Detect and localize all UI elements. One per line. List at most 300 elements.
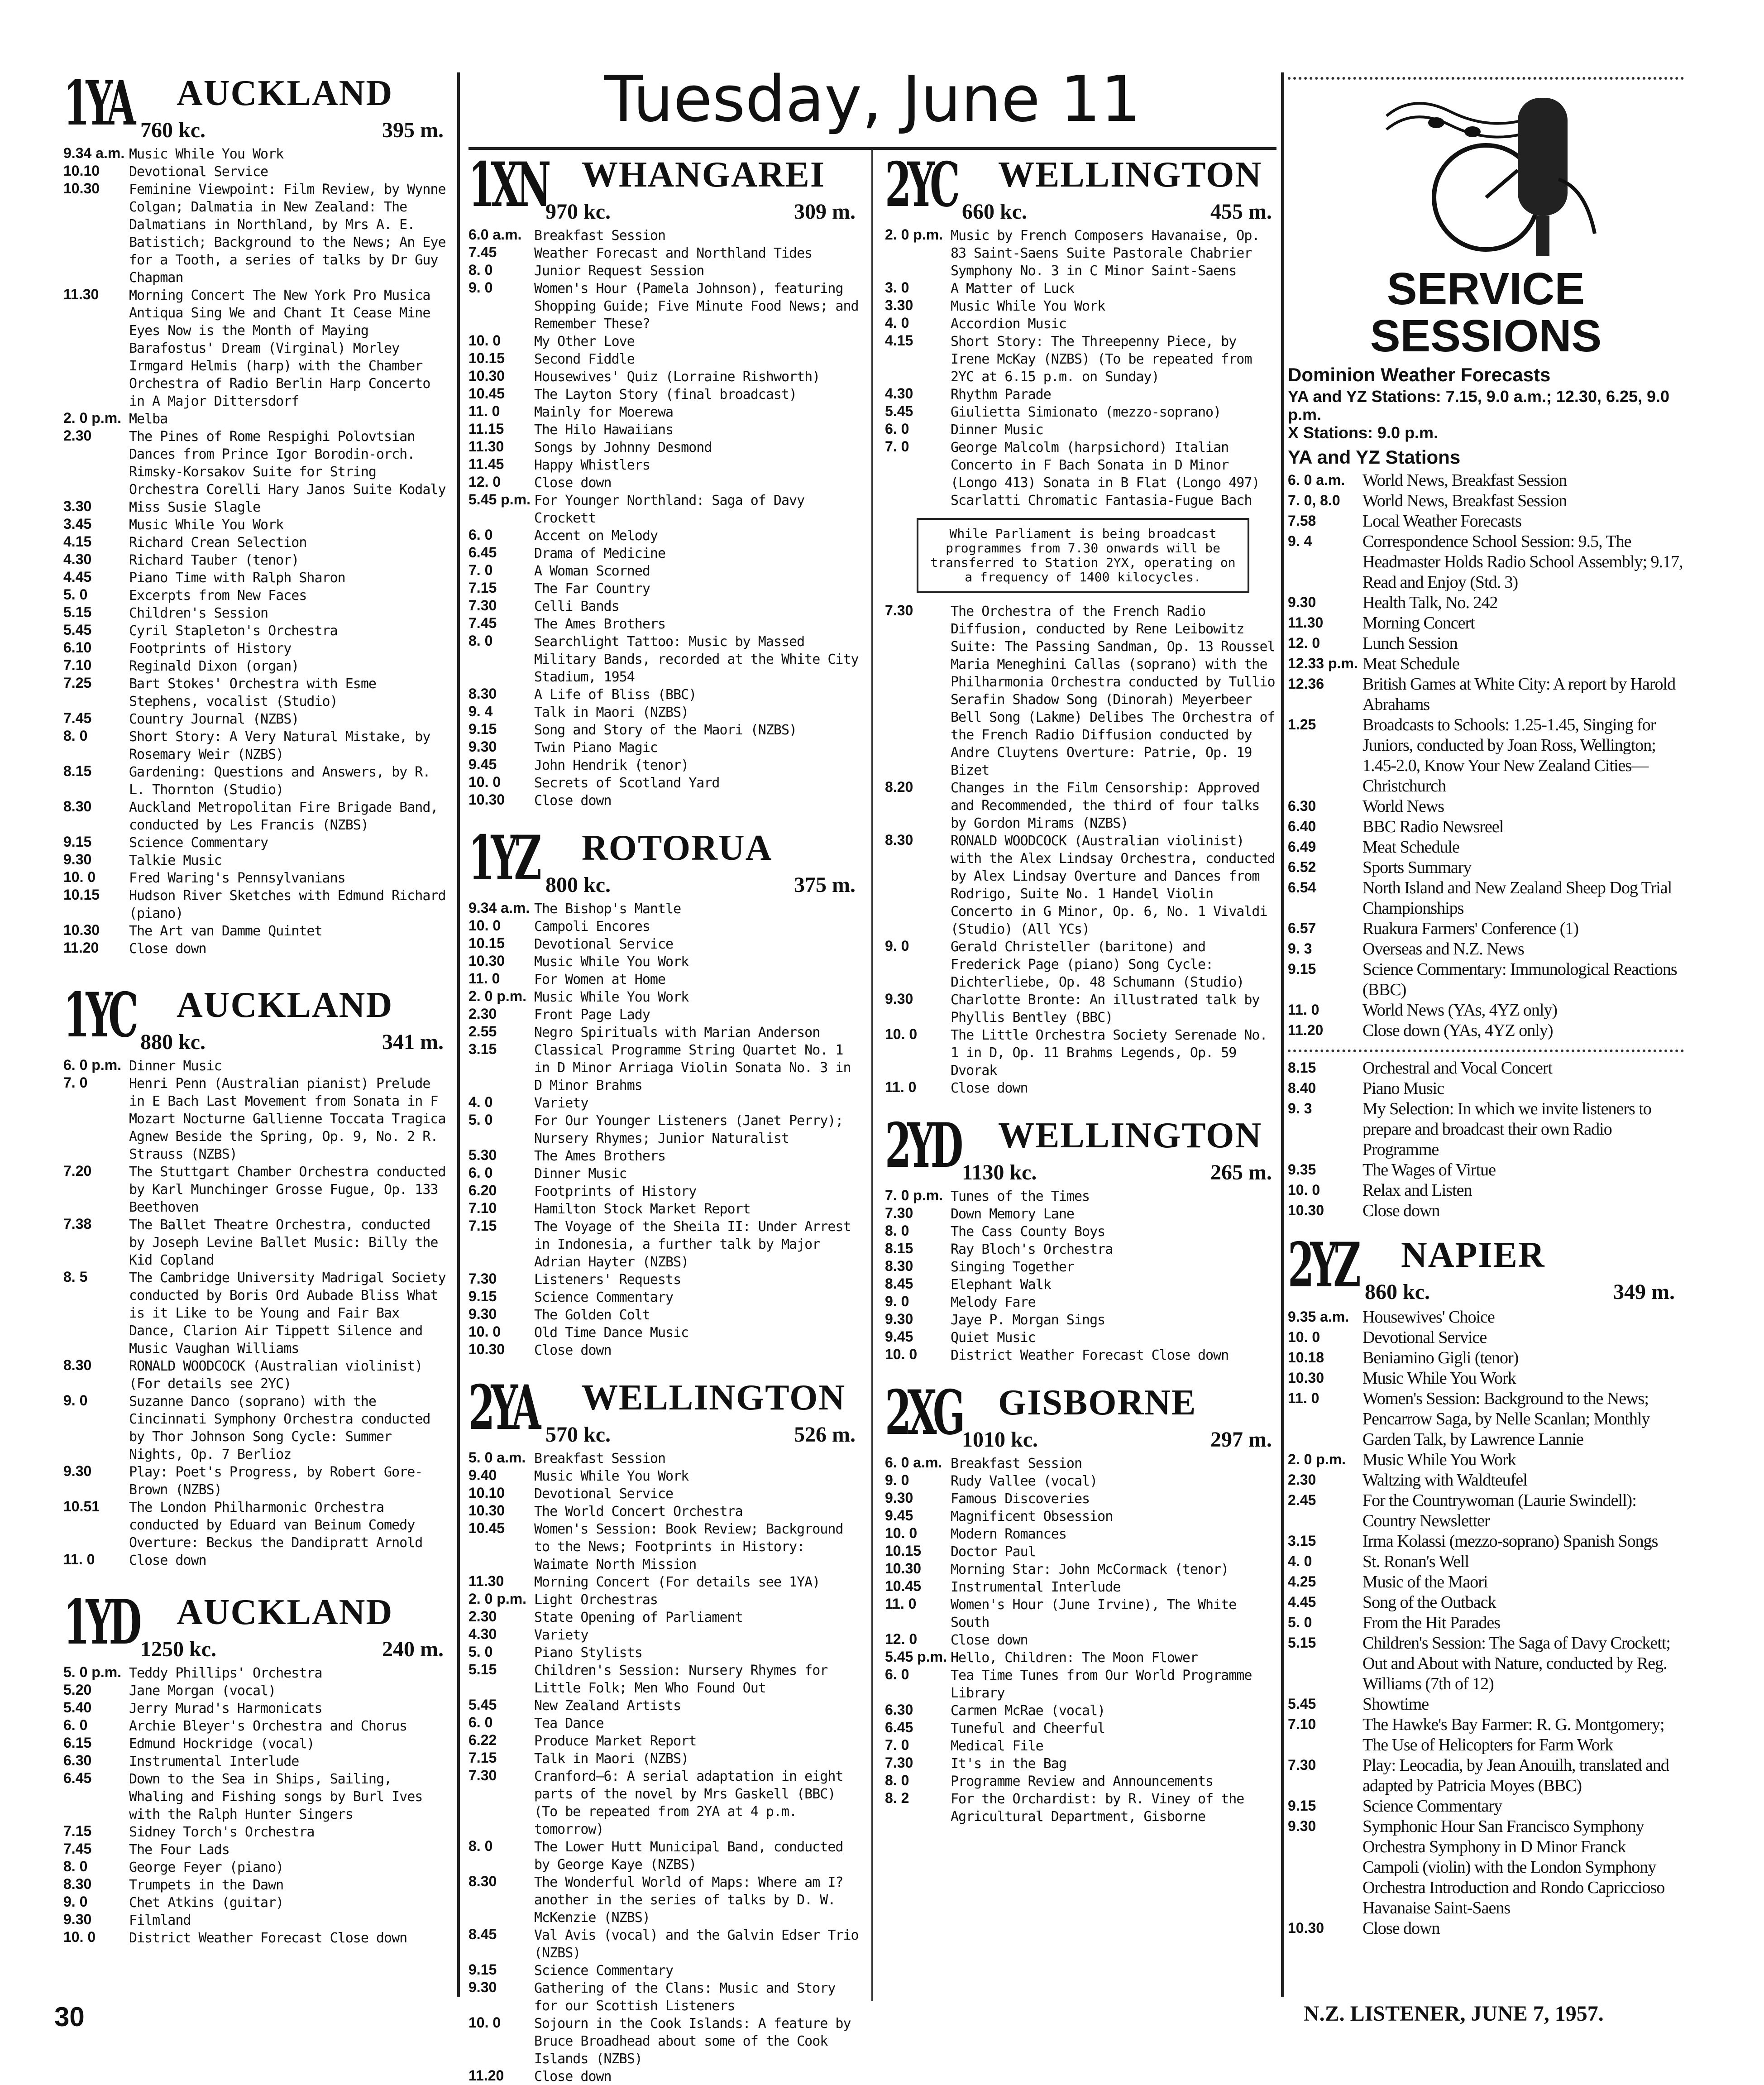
station-2ya	[468, 1371, 865, 2085]
program-time: 9. 0	[63, 1392, 88, 1409]
program-time: 6.30	[885, 1702, 913, 1718]
program-time: 7.45	[468, 615, 497, 631]
program-title: The Voyage of the Sheila II: Under Arrest in Indonesia, a further talk by Major Adrian Hayter (NZBS)	[534, 1219, 851, 1270]
program-time: 9.15	[468, 1961, 497, 1978]
program-time: 10.30	[468, 1341, 505, 1357]
program-time: 9. 0	[468, 279, 493, 296]
program-item	[63, 145, 453, 163]
program-time: 8.30	[885, 832, 913, 848]
program-item	[885, 1649, 1281, 1666]
program-item	[468, 738, 865, 756]
program-item	[885, 1258, 1281, 1275]
program-time: 9. 4	[1288, 533, 1312, 549]
program-time: 8.20	[885, 779, 913, 795]
program-item	[63, 1752, 453, 1770]
program-time: 10.30	[468, 368, 505, 384]
program-title: Ray Bloch's Orchestra	[951, 1241, 1113, 1257]
program-item	[1288, 918, 1684, 939]
program-item	[468, 527, 865, 544]
program-title: For the Countrywoman (Laurie Swindell): Country Newsletter	[1362, 1491, 1636, 1530]
program-title: Happy Whistlers	[534, 457, 650, 473]
program-title: Science Commentary	[129, 835, 268, 851]
program-time: 10. 0	[468, 1323, 501, 1340]
program-title: Close down	[534, 2069, 612, 2085]
program-item	[1288, 633, 1684, 653]
program-title: Short Story: A Very Natural Mistake, by Rosemary Weir (NZBS)	[129, 729, 430, 762]
station-call-sign: 2YD	[885, 1109, 960, 1181]
program-title: Charlotte Bronte: An illustrated talk by Phyllis Bentley (BBC)	[951, 992, 1260, 1026]
program-item	[885, 1543, 1281, 1560]
program-item	[63, 1699, 453, 1717]
program-item	[468, 1520, 865, 1573]
program-time: 2.30	[468, 1006, 497, 1022]
program-time: 5. 0 a.m.	[468, 1449, 526, 1466]
program-time: 7.15	[468, 1217, 497, 1234]
program-time: 10.51	[63, 1498, 100, 1515]
program-title: Morning Star: John McCormack (tenor)	[951, 1562, 1229, 1577]
program-title: RONALD WOODCOCK (Australian violinist) (For details see 2YC)	[129, 1358, 423, 1392]
program-item	[1288, 877, 1684, 918]
program-title: John Hendrik (tenor)	[534, 757, 689, 773]
program-time: 6.22	[468, 1732, 497, 1748]
program-item	[63, 1551, 453, 1569]
program-item	[468, 615, 865, 633]
program-title: The Ballet Theatre Orchestra, conducted by Joseph Levine Ballet Music: Billy the Kid Copland	[129, 1217, 438, 1268]
program-title: The Lower Hutt Municipal Band, conducted by George Kaye (NZBS)	[534, 1839, 843, 1873]
program-item	[468, 1341, 865, 1359]
program-title: Listeners' Requests	[534, 1272, 681, 1288]
program-item	[885, 1525, 1281, 1543]
program-title: Women's Session: Background to the News; Pencarrow Saga, by Nelle Scanlan; Monthly Garden Talk, by Lawrence Lannie	[1362, 1389, 1650, 1449]
program-time: 8.15	[63, 763, 92, 779]
program-time: 8.15	[885, 1240, 913, 1256]
program-title: Orchestral and Vocal Concert	[1362, 1059, 1553, 1078]
program-time: 11.30	[468, 438, 504, 455]
program-time: 5.15	[63, 604, 92, 620]
program-title: Dinner Music	[951, 422, 1043, 438]
program-item	[885, 1507, 1281, 1525]
program-time: 4.25	[1288, 1573, 1316, 1590]
program-item	[885, 1790, 1281, 1825]
program-item	[885, 1293, 1281, 1311]
program-item	[468, 685, 865, 703]
program-item	[468, 1926, 865, 1961]
station-frequency: 860 kc.	[1365, 1280, 1430, 1304]
program-title: World News, Breakfast Session	[1362, 491, 1567, 510]
program-item	[468, 385, 865, 403]
program-title: Medical File	[951, 1738, 1043, 1754]
program-item	[63, 604, 453, 622]
program-item	[885, 403, 1281, 421]
station-2xg	[885, 1376, 1281, 1825]
program-title: Devotional Service	[534, 1486, 674, 1502]
program-title: Miss Susie Slagle	[129, 499, 261, 515]
program-item	[63, 851, 453, 869]
program-item	[468, 721, 865, 738]
program-item	[468, 562, 865, 580]
program-title: George Malcolm (harpsichord) Italian Concerto in F Bach Sonata in D Minor (Longo 413) Sonata in B Flat (Longo 497) Scarlatti Chromatic Fantasia-Fugue Bach	[951, 440, 1260, 508]
column-4	[1288, 68, 1684, 1938]
program-title: Cyril Stapleton's Orchestra	[129, 623, 338, 639]
program-item	[1288, 1000, 1684, 1020]
program-time: 9. 0	[885, 1293, 909, 1309]
program-time: 7.30	[468, 1270, 497, 1287]
wavy-rule	[1288, 1042, 1684, 1052]
program-time: 2. 0 p.m.	[468, 1591, 527, 1607]
program-time: 2.45	[1288, 1492, 1316, 1508]
program-item	[468, 1485, 865, 1502]
program-item	[468, 1147, 865, 1165]
program-time: 10.30	[1288, 1920, 1324, 1936]
program-item	[468, 1006, 865, 1023]
program-time: 9.15	[468, 721, 497, 737]
program-time: 3.15	[1288, 1533, 1316, 1549]
program-time: 9.30	[1288, 1818, 1316, 1834]
program-title: Hudson River Sketches with Edmund Richard (piano)	[129, 888, 446, 921]
program-item	[1288, 1327, 1684, 1347]
program-time: 11.30	[1288, 614, 1324, 631]
program-title: A Woman Scorned	[534, 563, 650, 579]
program-time: 2. 0 p.m.	[63, 410, 122, 426]
parliament-notice: While Parliament is being broadcast programmes from 7.30 onwards will be transferred to Station 2YX, operating on a frequency of 1400 kilocycles.	[917, 518, 1249, 593]
program-list	[468, 1449, 865, 2085]
program-time: 6. 0	[885, 421, 909, 437]
program-title: Talk in Maori (NZBS)	[534, 705, 689, 720]
program-title: Short Story: The Threepenny Piece, by Irene McKay (NZBS) (To be repeated from 2YC at 6.15 p.m. on Sunday)	[951, 334, 1252, 385]
program-time: 2.30	[468, 1608, 497, 1625]
program-time: 5.45 p.m.	[468, 491, 531, 508]
program-title: Meat Schedule	[1362, 654, 1459, 673]
program-item	[468, 1288, 865, 1306]
program-time: 12. 0	[885, 1631, 918, 1647]
program-item	[63, 922, 453, 939]
program-title: Down Memory Lane	[951, 1206, 1074, 1222]
program-item	[1288, 1633, 1684, 1694]
program-title: Archie Bleyer's Orchestra and Chorus	[129, 1718, 407, 1734]
program-item	[63, 1357, 453, 1392]
program-time: 9.35	[1288, 1161, 1316, 1178]
program-item	[63, 1893, 453, 1911]
program-item	[468, 279, 865, 332]
program-item	[468, 332, 865, 350]
program-item	[885, 1026, 1281, 1079]
program-title: Correspondence School Session: 9.5, The Headmaster Holds Radio School Assembly; 9.17, Read and Enjoy (Std. 3)	[1362, 532, 1683, 592]
program-item	[63, 1163, 453, 1216]
program-item	[63, 1392, 453, 1463]
program-item	[63, 887, 453, 922]
program-item	[1288, 1307, 1684, 1327]
dwf-line-2: X Stations: 9.0 p.m.	[1288, 423, 1439, 442]
program-title: Gerald Christeller (baritone) and Frederick Page (piano) Song Cycle: Dichterliebe, Op. 48 Schumann (Studio)	[951, 939, 1244, 990]
program-title: Tea Time Tunes from Our World Programme Library	[951, 1668, 1252, 1701]
program-title: George Feyer (piano)	[129, 1860, 284, 1875]
program-title: The Wages of Virtue	[1362, 1160, 1496, 1179]
program-title: Mainly for Moerewa	[534, 404, 674, 420]
program-title: Waltzing with Waldteufel	[1362, 1471, 1527, 1490]
program-item	[468, 1467, 865, 1485]
program-item	[468, 1306, 865, 1323]
station-name: ROTORUA	[582, 828, 773, 868]
program-title: Talkie Music	[129, 853, 222, 868]
program-time: 9.45	[468, 756, 497, 772]
station-wavelength: 526 m.	[794, 1423, 856, 1447]
program-time: 5.45	[1288, 1696, 1316, 1712]
program-title: Lunch Session	[1362, 634, 1458, 653]
station-2yd	[885, 1109, 1281, 1364]
program-time: 6. 0	[885, 1666, 909, 1682]
program-time: 4.15	[63, 533, 92, 550]
program-item	[1288, 470, 1684, 490]
station-name: AUCKLAND	[177, 73, 393, 113]
program-item	[63, 163, 453, 180]
program-time: 7.45	[468, 244, 497, 260]
program-time: 8.30	[885, 1258, 913, 1274]
program-title: Accent on Melody	[534, 528, 658, 544]
program-time: 6.49	[1288, 839, 1316, 855]
station-wavelength: 341 m.	[382, 1030, 444, 1054]
program-time: 7.30	[885, 1205, 913, 1221]
program-time: 10.15	[63, 887, 100, 903]
station-header	[885, 149, 1281, 226]
program-item	[63, 657, 453, 675]
station-header	[885, 1109, 1281, 1187]
program-title: Instrumental Interlude	[129, 1754, 299, 1769]
program-time: 5.40	[63, 1699, 92, 1716]
program-list	[885, 226, 1281, 509]
program-time: 7.15	[63, 1823, 92, 1839]
program-title: BBC Radio Newsreel	[1362, 817, 1504, 836]
program-time: 10.10	[468, 1485, 505, 1501]
program-item	[63, 1841, 453, 1858]
program-item	[63, 1770, 453, 1823]
program-title: The Orchestra of the French Radio Diffusion, conducted by Rene Leibowitz Suite: The Passing Sandman, Op. 13 Roussel Maria Meneghini Callas (soprano) with the Philharmonia Orchestra conducted by Tullio Serafin Shadow Song (Dinorah) Meyerbeer Bell Song (Lakme) Delibes The Orchestra of the French Radio Diffusion conducted by Andre Cluytens Overture: Patrie, Op. 19 Bizet	[951, 604, 1275, 778]
program-item	[1288, 613, 1684, 633]
program-item	[468, 1449, 865, 1467]
program-time: 10.30	[468, 1502, 505, 1519]
program-title: Famous Discoveries	[951, 1491, 1090, 1507]
program-item	[468, 350, 865, 368]
program-title: Trumpets in the Dawn	[129, 1877, 284, 1893]
program-time: 4.30	[63, 551, 92, 567]
program-time: 11.30	[63, 286, 99, 302]
program-item	[63, 1929, 453, 1946]
program-time: 8. 0	[468, 633, 493, 649]
program-item	[63, 1216, 453, 1269]
program-item	[885, 1560, 1281, 1578]
program-item	[468, 403, 865, 421]
program-title: Symphonic Hour San Francisco Symphony Orchestra Symphony in D Minor Franck Campoli (violin) with the London Symphony Orchestra Introduction and Rondo Capriccioso Havanaise Saint-Saens	[1362, 1817, 1665, 1917]
program-item	[63, 180, 453, 286]
program-time: 9.30	[63, 1911, 92, 1927]
program-time: 10.30	[468, 953, 505, 969]
program-item	[885, 1772, 1281, 1790]
program-time: 5.20	[63, 1682, 92, 1698]
program-item	[63, 498, 453, 516]
program-item	[885, 332, 1281, 385]
station-wavelength: 455 m.	[1210, 200, 1272, 224]
station-name: NAPIER	[1401, 1235, 1545, 1275]
program-item	[468, 756, 865, 774]
program-title: Science Commentary	[1362, 1797, 1502, 1816]
program-title: Singing Together	[951, 1259, 1074, 1275]
program-time: 7. 0	[63, 1074, 88, 1091]
program-time: 8.30	[63, 1876, 92, 1892]
program-title: Giulietta Simionato (mezzo-soprano)	[951, 404, 1221, 420]
program-time: 8.30	[63, 798, 92, 815]
program-time: 11. 0	[63, 1551, 95, 1567]
program-item	[468, 1041, 865, 1094]
program-time: 9.30	[63, 1463, 92, 1479]
program-time: 12.33 p.m.	[1288, 655, 1358, 671]
program-title: Celli Bands	[534, 599, 619, 614]
program-item	[63, 533, 453, 551]
program-list	[63, 1057, 453, 1569]
yayz-title: YA and YZ Stations	[1288, 446, 1461, 468]
program-title: Twin Piano Magic	[534, 740, 658, 756]
program-item	[63, 834, 453, 851]
program-item	[885, 421, 1281, 438]
program-time: 3.45	[63, 516, 92, 532]
program-title: The Cambridge University Madrigal Society conducted by Boris Ord Aubade Bliss What is it Like to be Young and Fair Bax Dance, Clarion Air Tippett Silence and Music Vaughan Williams	[129, 1270, 446, 1356]
program-item	[468, 1217, 865, 1270]
program-time: 7.15	[468, 580, 497, 596]
program-item	[63, 639, 453, 657]
program-item	[468, 1200, 865, 1217]
program-time: 5. 0	[468, 1112, 493, 1128]
program-title: Classical Programme String Quartet No. 1 in D Minor Arriaga Violin Sonata No. 3 in D Minor Brahms	[534, 1042, 851, 1093]
program-item	[885, 991, 1281, 1026]
program-item	[468, 580, 865, 597]
program-item	[468, 456, 865, 474]
program-time: 2.30	[1288, 1471, 1316, 1488]
station-2yz	[1288, 1229, 1684, 1938]
program-time: 9.30	[63, 851, 92, 868]
program-list	[885, 602, 1281, 1097]
station-name: AUCKLAND	[177, 1592, 393, 1632]
program-title: My Selection: In which we invite listeners to prepare and broadcast their own Radio Programme	[1362, 1099, 1651, 1159]
program-item	[885, 1187, 1281, 1205]
program-time: 7. 0 p.m.	[885, 1187, 943, 1203]
program-time: 8.40	[1288, 1080, 1316, 1096]
program-title: Dinner Music	[534, 1166, 627, 1182]
program-item	[1288, 1612, 1684, 1633]
program-title: Devotional Service	[1362, 1328, 1487, 1347]
program-item	[468, 1644, 865, 1661]
program-item	[885, 1311, 1281, 1328]
program-time: 9.34 a.m.	[63, 145, 125, 161]
program-time: 6.15	[63, 1735, 92, 1751]
program-title: Music While You Work	[1362, 1450, 1516, 1469]
program-item	[468, 1749, 865, 1767]
program-time: 8. 0	[468, 1838, 493, 1854]
column-divider	[1281, 72, 1284, 1997]
program-item	[885, 1631, 1281, 1649]
program-time: 7.30	[885, 1754, 913, 1771]
service-heading-1: SERVICE	[1386, 264, 1585, 314]
program-title: Broadcasts to Schools: 1.25-1.45, Singing for Juniors, conducted by Joan Ross, Wellington; 1.45-2.0, Know Your New Zealand Cities—Christchurch	[1362, 715, 1656, 796]
program-time: 10.30	[1288, 1370, 1324, 1386]
program-item	[1288, 1020, 1684, 1040]
program-title: Music While You Work	[129, 517, 284, 533]
program-time: 4.15	[885, 332, 913, 349]
program-item	[468, 1591, 865, 1608]
station-call-sign: 2YZ	[1288, 1229, 1358, 1301]
program-item	[1288, 1078, 1684, 1098]
program-list	[63, 145, 453, 957]
program-item	[885, 938, 1281, 991]
program-time: 6.20	[468, 1182, 497, 1198]
program-time: 8. 2	[885, 1790, 909, 1806]
program-title: Housewives' Choice	[1362, 1308, 1495, 1327]
program-time: 8. 0	[63, 1858, 88, 1874]
station-call-sign: 1YA	[63, 67, 132, 139]
program-item	[468, 1165, 865, 1182]
program-item	[885, 1205, 1281, 1222]
program-item	[885, 1596, 1281, 1631]
program-title: Melody Fare	[951, 1294, 1036, 1310]
program-time: 10.30	[1288, 1202, 1324, 1218]
program-item	[468, 1626, 865, 1644]
program-time: 11.20	[468, 2067, 504, 2084]
program-item	[63, 1269, 453, 1357]
program-item	[468, 368, 865, 385]
program-item	[885, 1578, 1281, 1596]
program-time: 3.30	[885, 297, 913, 313]
program-list	[885, 1454, 1281, 1825]
program-item	[468, 935, 865, 953]
program-item	[1288, 1388, 1684, 1449]
program-title: Drama of Medicine	[534, 546, 666, 561]
program-title: Music of the Maori	[1362, 1572, 1488, 1591]
program-list	[468, 226, 865, 809]
program-title: Modern Romances	[951, 1526, 1066, 1542]
program-time: 6. 0 a.m.	[1288, 472, 1345, 488]
program-title: Feminine Viewpoint: Film Review, by Wynne Colgan; Dalmatia in New Zealand: The Dalmatians in Northland, by Mrs A. E. Batistich; Background to the News; An Eye for a Tooth, a series of talks by Dr Guy Chapman	[129, 182, 446, 286]
column-divider	[871, 149, 873, 2001]
program-title: Second Fiddle	[534, 351, 635, 367]
radio-microphone-illustration	[1368, 89, 1604, 261]
program-time: 1.25	[1288, 716, 1316, 733]
program-time: 3.30	[63, 498, 92, 514]
program-time: 4. 0	[885, 315, 909, 331]
program-title: World News, Breakfast Session	[1362, 471, 1567, 490]
program-time: 5.45 p.m.	[885, 1649, 947, 1665]
program-item	[885, 438, 1281, 509]
program-title: Teddy Phillips' Orchestra	[129, 1665, 322, 1681]
station-frequency: 1130 kc.	[962, 1160, 1037, 1184]
program-title: Campoli Encores	[534, 919, 650, 935]
page-number: 30	[54, 2002, 85, 2032]
program-item	[468, 1661, 865, 1697]
program-title: Negro Spirituals with Marian Anderson	[534, 1025, 820, 1040]
program-item	[468, 1714, 865, 1732]
program-time: 9. 0	[885, 1472, 909, 1488]
program-title: Dinner Music	[129, 1058, 222, 1074]
program-title: Close down	[951, 1080, 1028, 1096]
program-title: The Hawke's Bay Farmer: R. G. Montgomery; The Use of Helicopters for Farm Work	[1362, 1715, 1664, 1754]
program-item	[1288, 1470, 1684, 1490]
program-item	[1288, 674, 1684, 714]
program-title: Variety	[534, 1095, 588, 1111]
program-time: 8.30	[468, 1873, 497, 1889]
program-time: 6.30	[1288, 798, 1316, 814]
program-title: Play: Leocadia, by Jean Anouilh, translated and adapted by Patricia Moyes (BBC)	[1362, 1756, 1669, 1795]
program-title: Women's Session: Book Review; Background to the News; Footprints in History: Waimate North Mission	[534, 1521, 843, 1572]
program-title: Science Commentary	[534, 1289, 674, 1305]
station-call-sign: 1YZ	[468, 822, 538, 894]
program-time: 12.36	[1288, 676, 1324, 692]
program-time: 9.30	[885, 1311, 913, 1327]
